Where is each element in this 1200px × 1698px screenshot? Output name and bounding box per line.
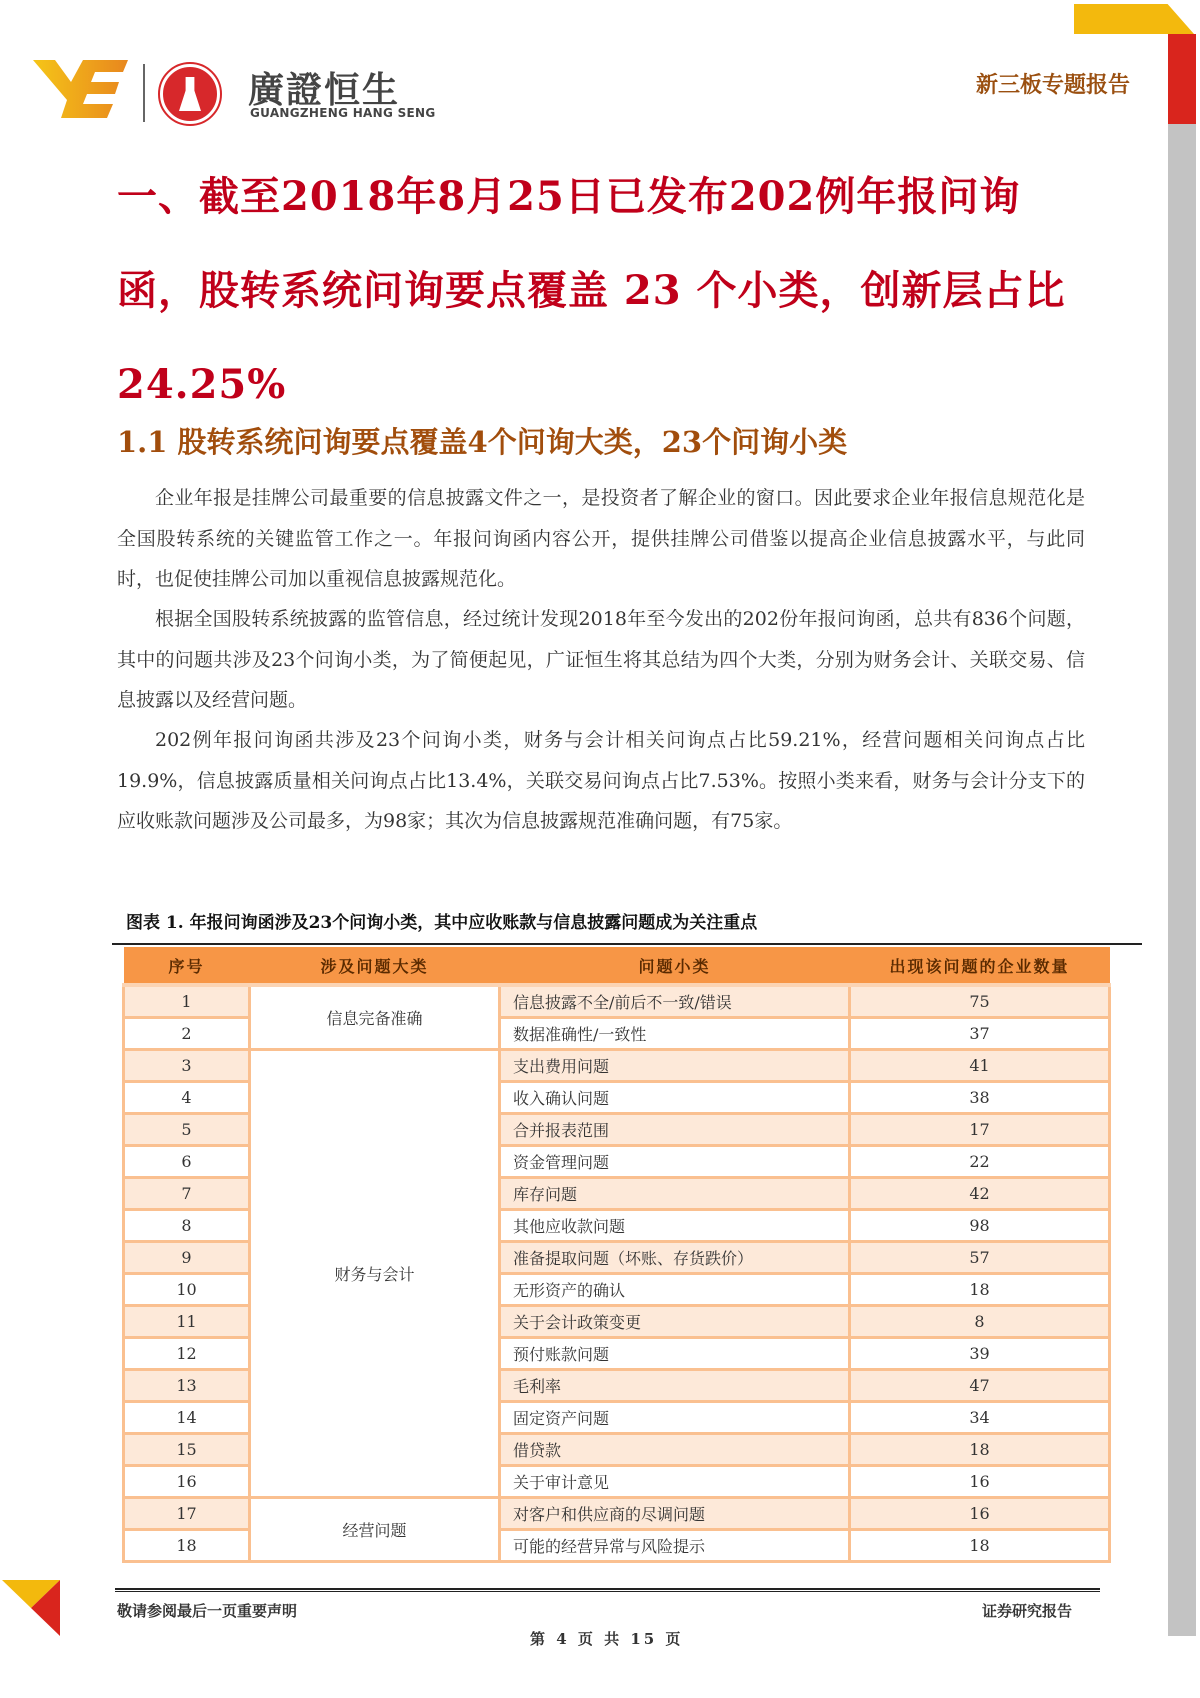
row-count: 8 [850, 1306, 1110, 1338]
row-count: 39 [850, 1338, 1110, 1370]
row-count: 75 [850, 985, 1110, 1018]
row-subcategory: 预付账款问题 [500, 1338, 850, 1370]
row-subcategory: 资金管理问题 [500, 1146, 850, 1178]
corner-decoration-red [1168, 34, 1196, 124]
row-subcategory: 关于会计政策变更 [500, 1306, 850, 1338]
row-number: 5 [124, 1114, 250, 1146]
row-count: 37 [850, 1018, 1110, 1050]
col-header-subcategory: 问题小类 [500, 947, 850, 985]
footer-rule [115, 1588, 1100, 1592]
col-header-category: 涉及问题大类 [250, 947, 500, 985]
row-subcategory: 支出费用问题 [500, 1050, 850, 1082]
footer-disclaimer: 敬请参阅最后一页重要声明 [117, 1602, 298, 1620]
row-number: 11 [124, 1306, 250, 1338]
table-row [124, 1050, 1110, 1082]
row-number: 16 [124, 1466, 250, 1498]
table-header-row [124, 947, 1110, 985]
report-type-label: 新三板专题报告 [976, 73, 1131, 98]
row-count: 57 [850, 1242, 1110, 1274]
row-subcategory: 可能的经营异常与风险提示 [500, 1530, 850, 1562]
row-number: 12 [124, 1338, 250, 1370]
row-count: 38 [850, 1082, 1110, 1114]
row-category: 信息完备准确 [250, 985, 500, 1050]
row-count: 42 [850, 1178, 1110, 1210]
row-count: 47 [850, 1370, 1110, 1402]
paragraph-3: 202例年报问询函共涉及23个问询小类，财务与会计相关问询点占比59.21%，经营问题相关问询点占比19.9%，信息披露质量相关问询点占比13.4%，关联交易问询点占比7.53%。按照小类来看，财务与会计分支下的应收账款问题涉及公司最多，为98家；其次为信息披露规范准确问题，有75家。 [117, 729, 1085, 832]
row-number: 9 [124, 1242, 250, 1274]
table-row [124, 985, 1110, 1018]
paragraph-2: 根据全国股转系统披露的监管信息，经过统计发现2018年至今发出的202份年报问询函，总共有836个问题，其中的问题共涉及23个问询小类，为了简便起见，广证恒生将其总结为四个大类，分别为财务会计、关联交易、信息披露以及经营问题。 [117, 608, 1085, 711]
corner-decoration-yellow [1074, 4, 1194, 34]
row-number: 7 [124, 1178, 250, 1210]
row-category: 财务与会计 [250, 1050, 500, 1498]
page-number: 第 4 页 共 15 页 [530, 1630, 684, 1648]
row-subcategory: 信息披露不全/前后不一致/错误 [500, 985, 850, 1018]
row-subcategory: 其他应收款问题 [500, 1210, 850, 1242]
side-decoration-bar [1168, 124, 1196, 1636]
row-number: 18 [124, 1530, 250, 1562]
row-subcategory: 借贷款 [500, 1434, 850, 1466]
hang-seng-seal-icon [160, 64, 220, 124]
page-title: 一、截至2018年8月25日已发布202例年报问询函，股转系统问询要点覆盖 23 个小类，创新层占比24.25% [117, 173, 1066, 408]
row-number: 13 [124, 1370, 250, 1402]
row-subcategory: 合并报表范围 [500, 1114, 850, 1146]
logo-divider [143, 64, 145, 122]
table-row [124, 1498, 1110, 1530]
row-subcategory: 数据准确性/一致性 [500, 1018, 850, 1050]
figure-caption: 图表 1. 年报问询函涉及23个问询小类，其中应收账款与信息披露问题成为关注重点 [126, 913, 758, 933]
row-number: 6 [124, 1146, 250, 1178]
row-category: 经营问题 [250, 1498, 500, 1562]
row-subcategory: 无形资产的确认 [500, 1274, 850, 1306]
brand-name-cn: 廣證恒生 [248, 70, 401, 111]
row-count: 16 [850, 1498, 1110, 1530]
paragraph-1: 企业年报是挂牌公司最重要的信息披露文件之一，是投资者了解企业的窗口。因此要求企业年报信息规范化是全国股转系统的关键监管工作之一。年报问询函内容公开，提供挂牌公司借鉴以提高企业信息披露水平，与此同时，也促使挂牌公司加以重视信息披露规范化。 [117, 487, 1085, 590]
row-subcategory: 库存问题 [500, 1178, 850, 1210]
col-header-no: 序号 [124, 947, 250, 985]
footer-report-type: 证券研究报告 [982, 1602, 1073, 1620]
row-count: 16 [850, 1466, 1110, 1498]
row-subcategory: 固定资产问题 [500, 1402, 850, 1434]
row-subcategory: 准备提取问题（坏账、存货跌价） [500, 1242, 850, 1274]
row-number: 3 [124, 1050, 250, 1082]
row-count: 18 [850, 1434, 1110, 1466]
row-count: 17 [850, 1114, 1110, 1146]
figure-rule [112, 943, 1142, 945]
row-count: 41 [850, 1050, 1110, 1082]
row-number: 2 [124, 1018, 250, 1050]
row-number: 1 [124, 985, 250, 1018]
section-heading: 1.1 股转系统问询要点覆盖4个问询大类，23个问询小类 [117, 425, 848, 459]
row-subcategory: 收入确认问题 [500, 1082, 850, 1114]
brand-name-en: GUANGZHENG HANG SENG [250, 106, 436, 120]
row-count: 22 [850, 1146, 1110, 1178]
row-number: 14 [124, 1402, 250, 1434]
row-number: 15 [124, 1434, 250, 1466]
row-number: 8 [124, 1210, 250, 1242]
row-count: 18 [850, 1530, 1110, 1562]
row-number: 17 [124, 1498, 250, 1530]
row-subcategory: 关于审计意见 [500, 1466, 850, 1498]
row-number: 10 [124, 1274, 250, 1306]
ye-logo-icon [33, 60, 128, 120]
inquiry-table [122, 947, 1111, 1563]
row-count: 98 [850, 1210, 1110, 1242]
col-header-count: 出现该问题的企业数量 [850, 947, 1110, 985]
row-count: 18 [850, 1274, 1110, 1306]
row-subcategory: 毛利率 [500, 1370, 850, 1402]
row-number: 4 [124, 1082, 250, 1114]
row-count: 34 [850, 1402, 1110, 1434]
row-subcategory: 对客户和供应商的尽调问题 [500, 1498, 850, 1530]
